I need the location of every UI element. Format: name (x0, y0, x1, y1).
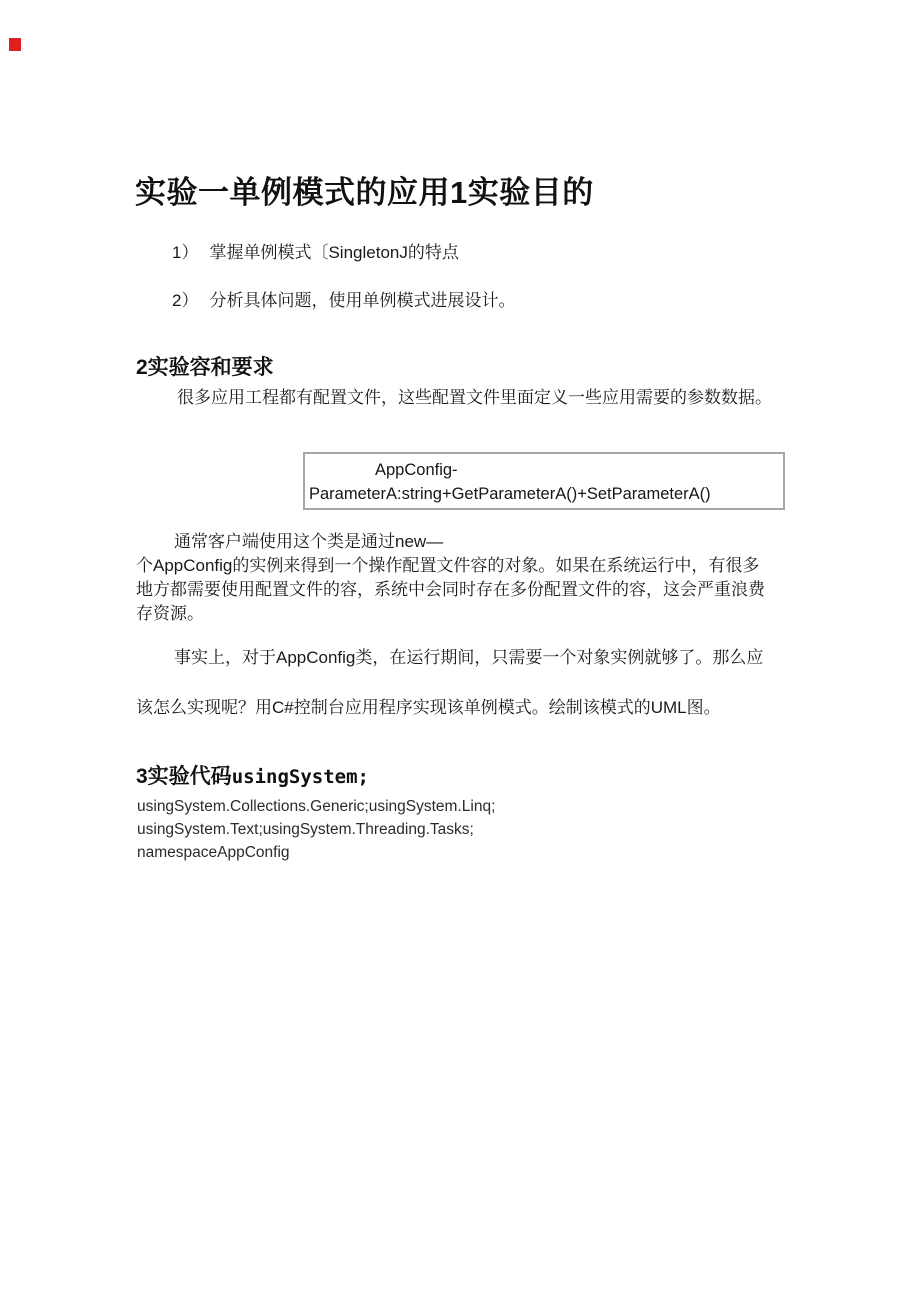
paragraph-line: 存资源。 (136, 604, 204, 623)
code-line: usingSystem.Text;usingSystem.Threading.Tasks; (137, 821, 474, 838)
paragraph-line: 通常客户端使用这个类是通过new— (174, 532, 444, 551)
page-title: 实验一单例模式的应用1实验目的 (135, 174, 594, 210)
list-item-number: 2） (172, 291, 199, 310)
paragraph-line: 地方都需要使用配置文件的容，系统中会同时存在多份配置文件的容，这会严重浪费 (136, 580, 765, 599)
code-block (137, 795, 495, 864)
uml-class-members: ParameterA:string+GetParameterA()+SetParameterA() (309, 484, 711, 503)
paragraph-line: 个AppConfig的实例来得到一个操作配置文件容的对象。如果在系统运行中，有很多 (136, 556, 760, 575)
uml-class-name: AppConfig- (375, 461, 458, 479)
section-heading-requirements: 2实验容和要求 (136, 356, 274, 380)
intro-paragraph: 很多应用工程都有配置文件，这些配置文件里面定义一些应用需要的参数数据。 (177, 388, 772, 407)
list-item-text: 掌握单例模式〔SingletonJ的特点 (209, 243, 459, 262)
code-line: usingSystem.Collections.Generic;usingSystem.Linq; (137, 798, 496, 815)
section-heading-code (136, 760, 369, 790)
list-item (172, 238, 459, 263)
paragraph-fact (136, 643, 763, 668)
list-item-text: 分析具体问题，使用单例模式进展设计。 (209, 291, 516, 310)
code-line: namespaceAppConfig (137, 844, 290, 861)
section-heading-code-zh: 3实验代码 (136, 765, 232, 789)
section-heading-code-mono: usingSystem; (231, 766, 369, 789)
uml-class-box (303, 452, 785, 510)
red-corner-marker (9, 38, 21, 51)
list-item (172, 286, 515, 311)
paragraph-fact-continued: 该怎么实现呢？用C#控制台应用程序实现该单例模式。绘制该模式的UML图。 (136, 698, 721, 717)
paragraph-client-usage (136, 530, 826, 626)
paragraph-line: 事实上，对于AppConfig类，在运行期间，只需要一个对象实例就够了。那么应 (174, 648, 764, 667)
list-item-number: 1） (172, 243, 199, 262)
